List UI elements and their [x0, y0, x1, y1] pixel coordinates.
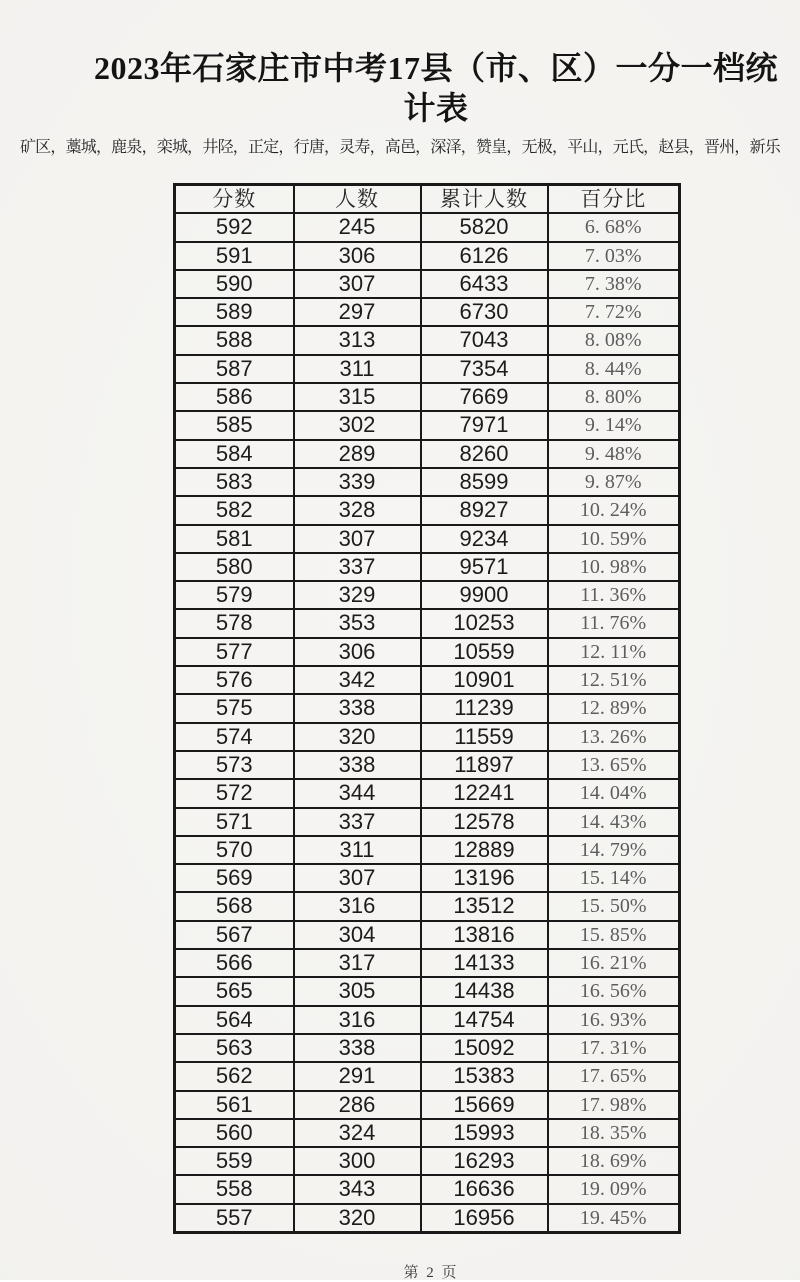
percentage-cell: 14. 79%	[548, 836, 680, 864]
table-row	[175, 298, 680, 326]
header-cumulative-count: 累计人数	[421, 185, 548, 214]
count-cell: 304	[294, 921, 421, 949]
count-cell: 337	[294, 553, 421, 581]
percentage-cell: 14. 04%	[548, 779, 680, 807]
table-row	[175, 270, 680, 298]
count-cell: 353	[294, 609, 421, 637]
score-cell: 571	[175, 808, 294, 836]
score-cell: 581	[175, 525, 294, 553]
count-cell: 286	[294, 1091, 421, 1119]
score-cell: 564	[175, 1006, 294, 1034]
table-row	[175, 1006, 680, 1034]
count-cell: 338	[294, 751, 421, 779]
cumulative-count-cell: 13512	[421, 892, 548, 920]
count-cell: 291	[294, 1062, 421, 1090]
percentage-cell: 13. 65%	[548, 751, 680, 779]
count-cell: 316	[294, 1006, 421, 1034]
table-row	[175, 1204, 680, 1233]
cumulative-count-cell: 11897	[421, 751, 548, 779]
table-row	[175, 496, 680, 524]
cumulative-count-cell: 16636	[421, 1175, 548, 1203]
table-row	[175, 836, 680, 864]
table-row	[175, 1147, 680, 1175]
count-cell: 307	[294, 525, 421, 553]
percentage-cell: 9. 14%	[548, 411, 680, 439]
table-row	[175, 723, 680, 751]
count-cell: 289	[294, 440, 421, 468]
score-cell: 589	[175, 298, 294, 326]
score-cell: 560	[175, 1119, 294, 1147]
table-row	[175, 666, 680, 694]
cumulative-count-cell: 6126	[421, 242, 548, 270]
cumulative-count-cell: 16956	[421, 1204, 548, 1233]
score-cell: 591	[175, 242, 294, 270]
table-row	[175, 553, 680, 581]
cumulative-count-cell: 11239	[421, 694, 548, 722]
cumulative-count-cell: 15092	[421, 1034, 548, 1062]
cumulative-count-cell: 16293	[421, 1147, 548, 1175]
percentage-cell: 12. 51%	[548, 666, 680, 694]
cumulative-count-cell: 12889	[421, 836, 548, 864]
cumulative-count-cell: 9234	[421, 525, 548, 553]
score-table-body	[175, 213, 680, 1232]
percentage-cell: 17. 65%	[548, 1062, 680, 1090]
cumulative-count-cell: 15993	[421, 1119, 548, 1147]
table-row	[175, 1119, 680, 1147]
percentage-cell: 9. 87%	[548, 468, 680, 496]
score-cell: 574	[175, 723, 294, 751]
score-cell: 565	[175, 977, 294, 1005]
header-count: 人数	[294, 185, 421, 214]
count-cell: 300	[294, 1147, 421, 1175]
count-cell: 328	[294, 496, 421, 524]
percentage-cell: 10. 24%	[548, 496, 680, 524]
percentage-cell: 7. 03%	[548, 242, 680, 270]
cumulative-count-cell: 9900	[421, 581, 548, 609]
table-row	[175, 242, 680, 270]
table-row	[175, 383, 680, 411]
count-cell: 313	[294, 326, 421, 354]
table-row	[175, 525, 680, 553]
score-cell: 579	[175, 581, 294, 609]
score-cell: 570	[175, 836, 294, 864]
count-cell: 306	[294, 638, 421, 666]
count-cell: 311	[294, 355, 421, 383]
score-cell: 590	[175, 270, 294, 298]
table-row	[175, 326, 680, 354]
percentage-cell: 8. 80%	[548, 383, 680, 411]
percentage-cell: 10. 59%	[548, 525, 680, 553]
percentage-cell: 11. 36%	[548, 581, 680, 609]
table-header-row	[175, 185, 680, 214]
header-score: 分数	[175, 185, 294, 214]
cumulative-count-cell: 8927	[421, 496, 548, 524]
table-row	[175, 411, 680, 439]
cumulative-count-cell: 14438	[421, 977, 548, 1005]
cumulative-count-cell: 15669	[421, 1091, 548, 1119]
percentage-cell: 12. 89%	[548, 694, 680, 722]
score-cell: 577	[175, 638, 294, 666]
table-row	[175, 779, 680, 807]
count-cell: 307	[294, 864, 421, 892]
cumulative-count-cell: 10901	[421, 666, 548, 694]
score-cell: 561	[175, 1091, 294, 1119]
count-cell: 337	[294, 808, 421, 836]
count-cell: 305	[294, 977, 421, 1005]
count-cell: 317	[294, 949, 421, 977]
percentage-cell: 17. 98%	[548, 1091, 680, 1119]
score-cell: 588	[175, 326, 294, 354]
percentage-cell: 15. 14%	[548, 864, 680, 892]
table-row	[175, 355, 680, 383]
count-cell: 311	[294, 836, 421, 864]
percentage-cell: 18. 35%	[548, 1119, 680, 1147]
score-cell: 557	[175, 1204, 294, 1233]
table-row	[175, 808, 680, 836]
percentage-cell: 14. 43%	[548, 808, 680, 836]
cumulative-count-cell: 15383	[421, 1062, 548, 1090]
cumulative-count-cell: 6730	[421, 298, 548, 326]
score-cell: 586	[175, 383, 294, 411]
table-row	[175, 581, 680, 609]
score-cell: 568	[175, 892, 294, 920]
percentage-cell: 7. 38%	[548, 270, 680, 298]
table-row	[175, 921, 680, 949]
page-number: 第 2 页	[403, 1264, 459, 1281]
percentage-cell: 8. 08%	[548, 326, 680, 354]
percentage-cell: 7. 72%	[548, 298, 680, 326]
score-cell: 575	[175, 694, 294, 722]
count-cell: 329	[294, 581, 421, 609]
score-cell: 559	[175, 1147, 294, 1175]
table-row	[175, 609, 680, 637]
count-cell: 316	[294, 892, 421, 920]
cumulative-count-cell: 7354	[421, 355, 548, 383]
count-cell: 338	[294, 1034, 421, 1062]
count-cell: 315	[294, 383, 421, 411]
cumulative-count-cell: 7043	[421, 326, 548, 354]
count-cell: 343	[294, 1175, 421, 1203]
table-row	[175, 694, 680, 722]
table-row	[175, 468, 680, 496]
score-cell: 585	[175, 411, 294, 439]
percentage-cell: 19. 45%	[548, 1204, 680, 1233]
percentage-cell: 10. 98%	[548, 553, 680, 581]
count-cell: 324	[294, 1119, 421, 1147]
score-cell: 569	[175, 864, 294, 892]
percentage-cell: 16. 93%	[548, 1006, 680, 1034]
count-cell: 320	[294, 1204, 421, 1233]
cumulative-count-cell: 6433	[421, 270, 548, 298]
table-row	[175, 1175, 680, 1203]
score-cell: 582	[175, 496, 294, 524]
percentage-cell: 13. 26%	[548, 723, 680, 751]
score-cell: 567	[175, 921, 294, 949]
count-cell: 338	[294, 694, 421, 722]
cumulative-count-cell: 10253	[421, 609, 548, 637]
cumulative-count-cell: 8260	[421, 440, 548, 468]
percentage-cell: 8. 44%	[548, 355, 680, 383]
cumulative-count-cell: 13816	[421, 921, 548, 949]
score-cell: 576	[175, 666, 294, 694]
table-row	[175, 892, 680, 920]
score-cell: 562	[175, 1062, 294, 1090]
count-cell: 339	[294, 468, 421, 496]
header-percentage: 百分比	[548, 185, 680, 214]
percentage-cell: 19. 09%	[548, 1175, 680, 1203]
table-row	[175, 440, 680, 468]
score-cell: 563	[175, 1034, 294, 1062]
cumulative-count-cell: 7971	[421, 411, 548, 439]
count-cell: 320	[294, 723, 421, 751]
table-row	[175, 1034, 680, 1062]
score-distribution-table	[173, 183, 681, 1234]
cumulative-count-cell: 14754	[421, 1006, 548, 1034]
percentage-cell: 15. 85%	[548, 921, 680, 949]
score-cell: 566	[175, 949, 294, 977]
count-cell: 306	[294, 242, 421, 270]
count-cell: 302	[294, 411, 421, 439]
cumulative-count-cell: 11559	[421, 723, 548, 751]
count-cell: 307	[294, 270, 421, 298]
table-row	[175, 864, 680, 892]
cumulative-count-cell: 12241	[421, 779, 548, 807]
table-row	[175, 751, 680, 779]
table-row	[175, 949, 680, 977]
percentage-cell: 6. 68%	[548, 213, 680, 241]
percentage-cell: 16. 21%	[548, 949, 680, 977]
table-row	[175, 977, 680, 1005]
table-row	[175, 1062, 680, 1090]
score-cell: 583	[175, 468, 294, 496]
percentage-cell: 18. 69%	[548, 1147, 680, 1175]
cumulative-count-cell: 8599	[421, 468, 548, 496]
score-cell: 578	[175, 609, 294, 637]
table-row	[175, 213, 680, 241]
count-cell: 245	[294, 213, 421, 241]
cumulative-count-cell: 7669	[421, 383, 548, 411]
cumulative-count-cell: 14133	[421, 949, 548, 977]
table-row	[175, 1091, 680, 1119]
county-list: 矿区，藁城，鹿泉，栾城，井陉，正定，行唐，灵寿，高邑，深泽，赞皇，无极，平山，元氏，赵县，晋州，新乐	[19, 139, 780, 156]
score-cell: 572	[175, 779, 294, 807]
cumulative-count-cell: 9571	[421, 553, 548, 581]
cumulative-count-cell: 12578	[421, 808, 548, 836]
count-cell: 342	[294, 666, 421, 694]
score-cell: 580	[175, 553, 294, 581]
score-cell: 573	[175, 751, 294, 779]
score-cell: 592	[175, 213, 294, 241]
page-title: 2023年石家庄市中考17县（市、区）一分一档统计表	[93, 50, 778, 126]
percentage-cell: 12. 11%	[548, 638, 680, 666]
cumulative-count-cell: 13196	[421, 864, 548, 892]
percentage-cell: 9. 48%	[548, 440, 680, 468]
percentage-cell: 11. 76%	[548, 609, 680, 637]
percentage-cell: 17. 31%	[548, 1034, 680, 1062]
count-cell: 344	[294, 779, 421, 807]
cumulative-count-cell: 10559	[421, 638, 548, 666]
percentage-cell: 16. 56%	[548, 977, 680, 1005]
score-cell: 584	[175, 440, 294, 468]
score-cell: 558	[175, 1175, 294, 1203]
cumulative-count-cell: 5820	[421, 213, 548, 241]
table-row	[175, 638, 680, 666]
percentage-cell: 15. 50%	[548, 892, 680, 920]
count-cell: 297	[294, 298, 421, 326]
score-cell: 587	[175, 355, 294, 383]
